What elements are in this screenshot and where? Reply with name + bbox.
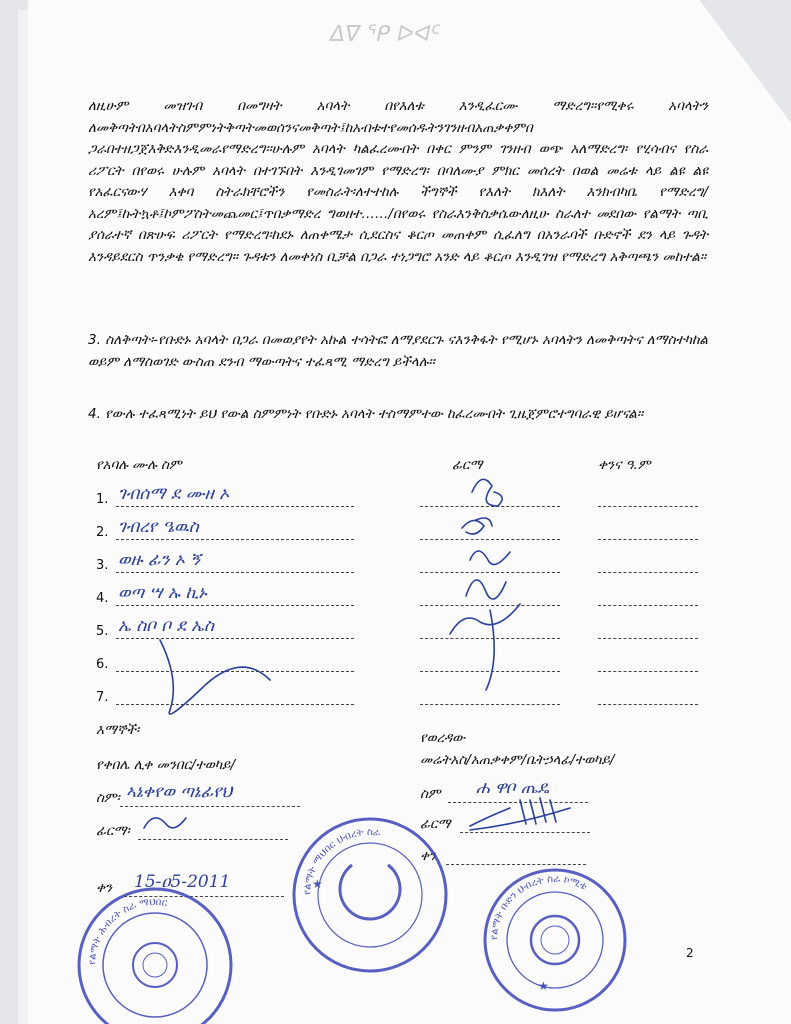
right-stamp	[485, 870, 625, 1010]
kebele-chairman-label: የቀበሌ ሊቀ መንበር/ተወካይ/	[96, 757, 235, 773]
row-number: 3.	[96, 558, 109, 573]
member-name-handwritten: ገብረየ ዔዉስ	[118, 517, 199, 537]
page-number: 2	[686, 946, 694, 960]
middle-stamp-text: የልማት ማህበር ህብረት ስራ	[301, 826, 381, 896]
header-member-name: የአባሉ ሙሉ ስም	[96, 457, 182, 473]
land-office-label: መሬትአስ/አጠቃቀም/ቤትኃላፊ/ተወካይ/	[420, 752, 615, 768]
row-number: 4.	[96, 591, 109, 606]
woreda-title: የወረዳው	[420, 730, 466, 746]
member-name-handwritten: ኤ ስቦ ቦ ደ ኤስ	[118, 616, 214, 636]
header-date: ቀንና ዓ.ም	[598, 457, 651, 473]
row-number: 6.	[96, 657, 109, 672]
right-stamp-text: የልማት ቡድን ህብረት ስራ ኮሚቴ	[488, 873, 589, 941]
row-number: 2.	[96, 525, 109, 540]
witness-name-handwritten: ኣኔቀየወ ጣኔፊየህ	[126, 782, 233, 802]
left-stamp	[79, 889, 231, 1024]
left-stamp-text: የልማት ሕብረት ስራ ማህበር	[86, 896, 169, 966]
witness-name-label: ስም፡	[96, 790, 120, 806]
row-number: 5.	[96, 624, 109, 639]
middle-stamp	[294, 819, 446, 971]
row-number: 1.	[96, 492, 109, 507]
approver-date-label: ቀን	[420, 848, 437, 864]
header-signature: ፊርማ	[452, 457, 483, 473]
stamp-star-icon: ★	[538, 979, 549, 993]
member-name-handwritten: ወጣ ሣ ኡ ኪኑ	[118, 583, 207, 603]
witness-date-label: ቀን	[96, 880, 113, 896]
stamp-star-icon: ★	[312, 877, 323, 891]
faint-bleed-through: ᐃᐁ ᕿ ᐅᐊᑦ	[330, 22, 441, 47]
witness-date-handwritten: 15-ዐ5-2011	[134, 872, 231, 892]
paragraph-4-effective: 4. የውሉ ተፈጻሚነት ይህ የውል ስምምነት የቡድኑ አባላት ተስማምተው ከፈረሙበት ጊዜጀምሮተግባራዊ ይሆናል፡፡	[88, 406, 644, 422]
witnesses-title: እማኞች፡	[96, 722, 140, 738]
member-name-handwritten: ወዙ ፊን ኦ ኝ	[118, 550, 201, 570]
row-number: 7.	[96, 690, 109, 705]
paragraph-3-penalty: 3. ስለቅጣት፡-የቡድኑ አባላት በጋራ በመወያየት አኩል ተሳትፎ ለማያደርጉ ናእንቅፋት የሚሆኑ አባላትን ለመቅጣትና ለማስተካከል ወይም ለማስወገድ ውስጠ ደንብ ማውጣትና ተፈጻሚ ማድረግ ይችላሉ፡፡	[88, 332, 708, 370]
paragraph-1: ለዚሁም መዝገብ በመግዛት አባላት በየእለቱ እንዲፈርሙ ማድረግ፡፡የሚቀሩ አባላትን ለመቅጣትበአባላትስምምነትቅጣትመወሰንናመቅጣት፤ከአብቱተየመሰዱትንገንዘብአጠቃቀምበ ጋራበተዘጋጀእቅድእንዲመራየማድረግ፡፡ሁሉም አባላት ካልፈረሙበት በቀር ምንም ገንዘብ ወጭ አለማድረግ፡ የሂሳብና የስራ ሪፖርት በየወሩ ሁሉም አባላት በተገኙበት እንዲገመገም የማድረግ፡ በባለሙያ ምክር መሰረት በወል መሬቱ ላይ ልዩ ልዩ የአፈርናውሃ እቀባ ስትራክቸሮችን የመስራት፡ለተተከሉ ችግኞች የእለት ክእለት እንክብካቤ የማድረግ/አረም፤ኩትኳቶ፤ኮምፖስትመጨመር፤ጥበቃማድረ ግወዘተ……/በየወሩ የስራእንቅስቃሴውለዚሁ ስራለተ መደበው የልማት ጣቢ ያሰራተኛ በጽሁፍ ሪፖርት የማድረግ፡ከደኑ ለጠቀሜታ ሲደርስና ቆርጦ መጠቀም ሲፈለግ በአንራባች ቡድኖች ደን ላይ ጉዳት እንዳይደርስ ጥንቃቄ የማድረግ፡፡ ጉዳቱን ለመቀነስ ቢቻል በጋራ ተነጋግሮ አንድ ላይ ቆርጦ እንዲገዝ የማድረግ አቅጣጫን መከተል፡፡	[88, 98, 708, 265]
approver-name-label: ስም	[420, 786, 441, 802]
witness-sign-label: ፊርማ፡	[96, 823, 130, 839]
approver-sign-label: ፊርማ	[420, 816, 451, 832]
approver-name-handwritten: ሐ ዋቦ ጤዴ	[476, 778, 549, 798]
member-name-handwritten: ገብሰማ ደ ሙዘ ኦ	[118, 484, 230, 504]
